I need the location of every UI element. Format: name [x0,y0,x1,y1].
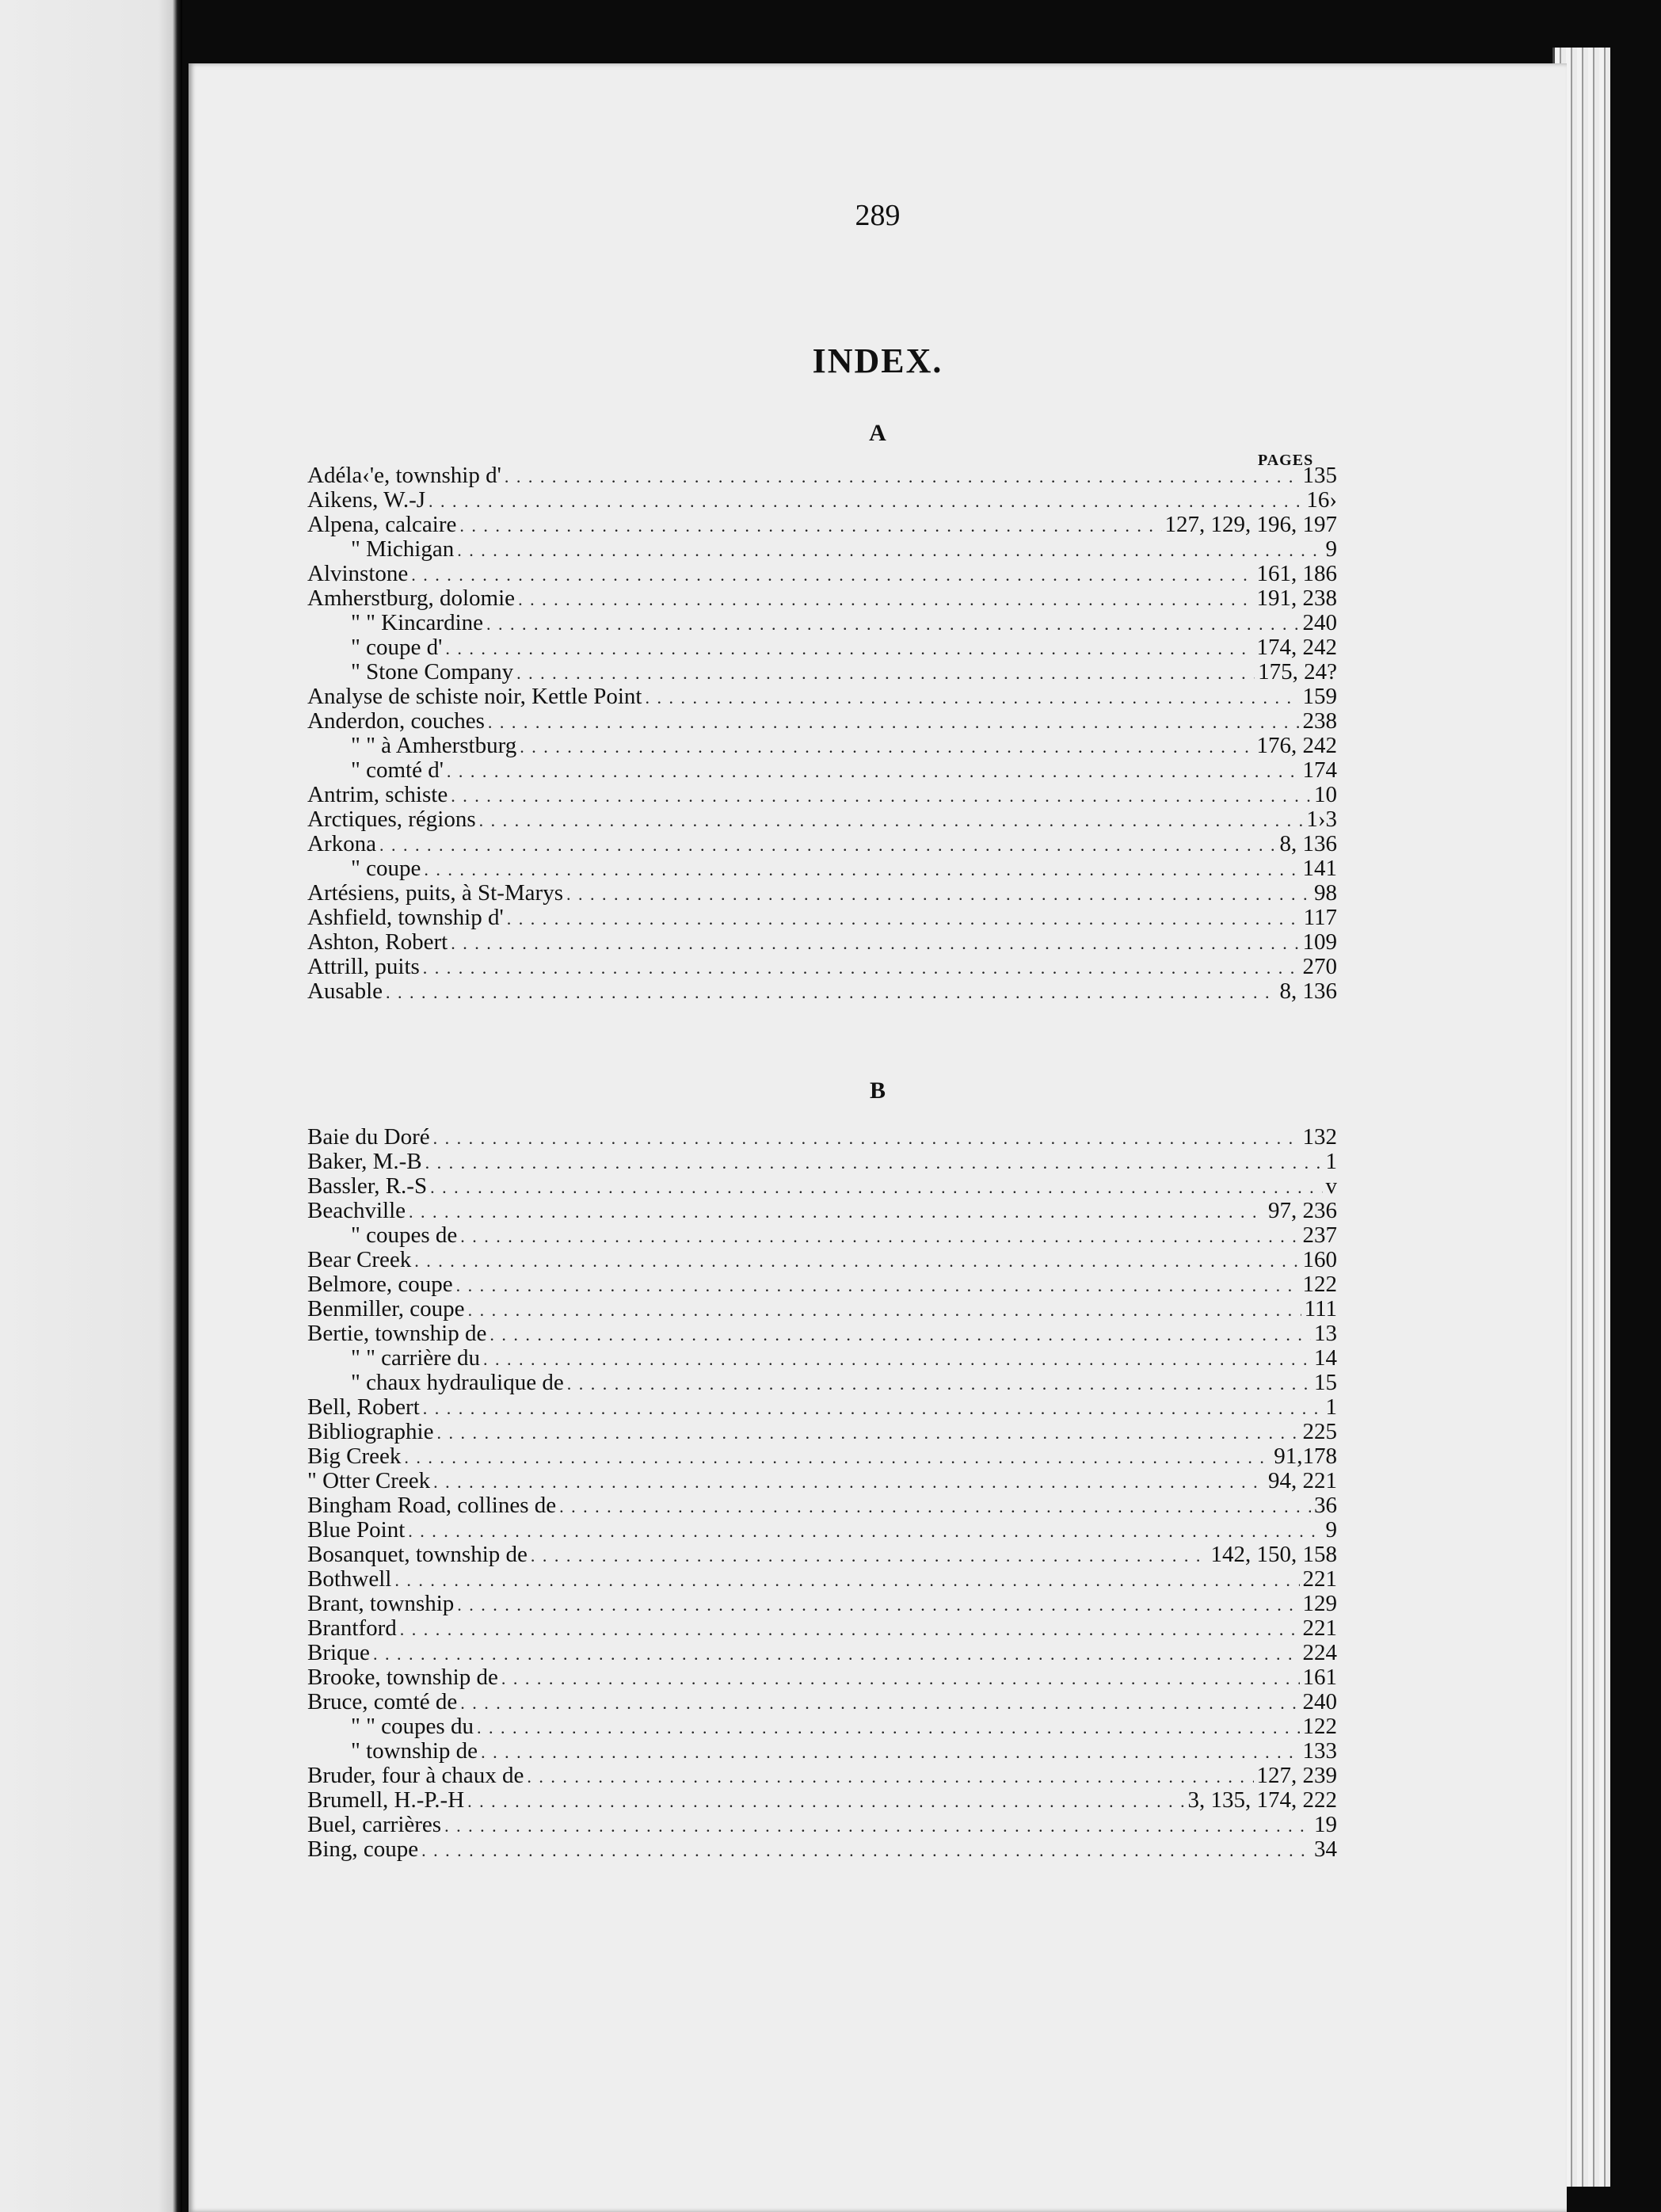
entry-term: Blue Point [307,1517,406,1543]
section-letter-b: B [869,1077,886,1104]
index-entry [307,562,1337,586]
entry-term: " chaux hydraulique de [351,1370,564,1395]
entry-pages: 225 [1302,1419,1337,1444]
index-entry [307,1788,1337,1813]
entry-term: Belmore, coupe [307,1272,453,1297]
index-entry [307,979,1337,1004]
index-entry [307,463,1337,488]
section-b-entries [307,1125,1337,1862]
entry-pages: 1 [1325,1394,1337,1420]
section-a-entries [307,463,1337,1004]
entry-pages: 36 [1314,1493,1337,1518]
index-entry [307,1395,1337,1420]
index-entry [307,1420,1337,1444]
document-page [189,63,1567,2212]
leader-dots [645,685,1299,710]
leader-dots [424,857,1299,882]
entry-term: Big Creek [307,1444,402,1469]
entry-term: " " Kincardine [351,610,484,635]
entry-term: Bear Creek [307,1247,412,1272]
index-entry [307,1813,1337,1837]
entry-term: Brooke, township de [307,1665,498,1690]
index-entry [307,832,1337,856]
leader-dots [520,734,1253,759]
index-entry [307,1371,1337,1395]
index-entry [307,1272,1337,1297]
entry-pages: 133 [1302,1738,1337,1764]
entry-pages: 14 [1314,1345,1337,1371]
index-entry [307,1174,1337,1199]
index-entry [307,1444,1337,1469]
index-entry [307,807,1337,832]
leader-dots [451,784,1311,808]
entry-term: " coupe [351,856,421,881]
entry-pages: 19 [1314,1812,1337,1837]
leader-dots [486,612,1299,636]
leader-dots [467,1789,1184,1813]
entry-pages: 109 [1302,929,1337,955]
entry-pages: 9 [1325,536,1337,562]
leader-dots [379,833,1277,857]
leader-dots [559,1494,1311,1519]
pages-column-header: PAGES [1258,452,1314,469]
entry-pages: 127, 129, 196, 197 [1164,512,1337,537]
index-entry [307,611,1337,635]
leader-dots [531,1543,1208,1568]
entry-term: Arctiques, régions [307,807,476,832]
entry-term: Brumell, H.-P.-H [307,1787,465,1813]
index-entry [307,1469,1337,1493]
index-entry [307,513,1337,537]
entry-pages: 237 [1302,1222,1337,1248]
entry-pages: 174 [1302,757,1337,783]
entry-pages: 238 [1302,708,1337,734]
index-entry [307,660,1337,685]
leader-dots [460,1691,1299,1715]
leader-dots [505,464,1300,489]
entry-term: Bibliographie [307,1419,434,1444]
index-entry [307,586,1337,611]
leader-dots [518,587,1253,612]
entry-pages: 13 [1314,1321,1337,1346]
index-entry [307,709,1337,734]
entry-term: Antrim, schiste [307,782,448,807]
entry-pages: 3, 135, 174, 222 [1187,1787,1337,1813]
entry-pages: 8, 136 [1279,831,1337,856]
leader-dots [409,1199,1265,1224]
entry-term: " Otter Creek [307,1468,431,1493]
entry-pages: 221 [1302,1615,1337,1641]
leader-dots [430,1175,1322,1199]
entry-pages: 161, 186 [1256,561,1337,586]
index-entry [307,1739,1337,1764]
entry-term: Arkona [307,831,376,856]
leader-dots [373,1642,1300,1666]
entry-term: Beachville [307,1198,406,1223]
entry-term: " township de [351,1738,478,1764]
leader-dots [456,1273,1300,1298]
leader-dots [490,1322,1311,1347]
index-entry [307,1690,1337,1714]
entry-term: " Michigan [351,536,455,562]
leader-dots [483,1347,1311,1371]
entry-pages: 10 [1314,782,1337,807]
index-entry [307,930,1337,955]
entry-pages: 97, 236 [1268,1198,1337,1223]
entry-term: Bertie, township de [307,1321,487,1346]
entry-pages: 94, 221 [1268,1468,1337,1493]
index-entry [307,1125,1337,1150]
entry-pages: 111 [1304,1296,1337,1321]
index-entry [307,1199,1337,1223]
index-entry [307,1665,1337,1690]
scan-margin-left [0,0,182,2212]
entry-pages: 127, 239 [1256,1763,1337,1788]
leader-dots [566,882,1311,906]
index-entry [307,1837,1337,1862]
leader-dots [411,563,1253,587]
entry-term: " coupes de [351,1222,458,1248]
entry-term: Analyse de schiste noir, Kettle Point [307,684,642,709]
entry-pages: 132 [1302,1124,1337,1150]
index-entry [307,1641,1337,1665]
leader-dots [460,1224,1299,1249]
entry-pages: 15 [1314,1370,1337,1395]
index-entry [307,1297,1337,1321]
index-entry [307,856,1337,881]
leader-dots [423,1396,1323,1421]
leader-dots [451,931,1299,955]
index-entry [307,906,1337,930]
index-entry [307,758,1337,783]
entry-pages: 1 [1325,1149,1337,1174]
entry-term: " " à Amherstburg [351,733,517,758]
entry-term: " " coupes du [351,1714,474,1739]
entry-term: Brant, township [307,1591,455,1616]
index-entry [307,1150,1337,1174]
entry-term: Bruce, comté de [307,1689,458,1714]
leader-dots [567,1371,1311,1396]
index-entry [307,1592,1337,1616]
index-entry [307,1567,1337,1592]
leader-dots [444,1813,1311,1838]
index-entry [307,1714,1337,1739]
entry-term: Bassler, R.-S [307,1173,428,1199]
entry-pages: 270 [1302,954,1337,979]
entry-pages: 160 [1302,1247,1337,1272]
index-entry [307,1518,1337,1543]
index-entry [307,1248,1337,1272]
leader-dots [421,1838,1311,1863]
entry-term: Alvinstone [307,561,409,586]
entry-pages: 221 [1302,1566,1337,1592]
index-entry [307,1764,1337,1788]
entry-term: Ausable [307,978,383,1004]
entry-term: Brantford [307,1615,397,1641]
entry-pages: 1›3 [1306,807,1337,832]
entry-pages: 8, 136 [1279,978,1337,1004]
entry-pages: 191, 238 [1256,585,1337,611]
leader-dots [457,538,1322,563]
entry-term: Bing, coupe [307,1836,419,1862]
leader-dots [423,955,1300,980]
entry-pages: 135 [1302,463,1337,488]
index-entry [307,537,1337,562]
entry-pages: 9 [1325,1517,1337,1543]
index-entry [307,1616,1337,1641]
leader-dots [516,661,1255,685]
entry-pages: 159 [1302,684,1337,709]
leader-dots [445,636,1253,661]
entry-term: Ashton, Robert [307,929,448,955]
entry-pages: 141 [1302,856,1337,881]
leader-dots [507,906,1301,931]
leader-dots [436,1421,1299,1445]
entry-pages: 16› [1306,487,1337,513]
entry-pages: 122 [1302,1272,1337,1297]
leader-dots [457,1592,1299,1617]
index-entry [307,1346,1337,1371]
entry-term: " Stone Company [351,659,514,685]
leader-dots [527,1764,1253,1789]
leader-dots [488,710,1300,734]
entry-term: Bell, Robert [307,1394,420,1420]
leader-dots [408,1519,1322,1543]
page-number: 289 [855,199,901,232]
index-entry [307,955,1337,979]
leader-dots [447,759,1300,784]
index-entry [307,881,1337,906]
entry-term: Amherstburg, dolomie [307,585,516,611]
index-entry [307,734,1337,758]
entry-pages: 174, 242 [1256,635,1337,660]
entry-pages: 176, 242 [1256,733,1337,758]
entry-term: Attrill, puits [307,954,420,979]
index-entry [307,685,1337,709]
entry-term: Bruder, four à chaux de [307,1763,524,1788]
leader-dots [433,1470,1265,1494]
entry-pages: v [1325,1173,1337,1199]
entry-term: Benmiller, coupe [307,1296,465,1321]
entry-pages: 240 [1302,1689,1337,1714]
leader-dots [459,513,1161,538]
index-entry [307,635,1337,660]
leader-dots [429,489,1303,513]
entry-term: Adéla‹'e, township d' [307,463,501,488]
section-letter-a: A [869,420,886,446]
entry-term: " " carrière du [351,1345,480,1371]
entry-pages: 34 [1314,1836,1337,1862]
leader-dots [400,1617,1300,1642]
leader-dots [386,980,1276,1005]
entry-term: " comté d' [351,757,444,783]
entry-term: Brique [307,1640,370,1665]
entry-term: Aikens, W.-J [307,487,426,513]
entry-pages: 161 [1302,1665,1337,1690]
entry-term: Alpena, calcaire [307,512,457,537]
entry-pages: 117 [1303,905,1337,930]
entry-term: Bosanquet, township de [307,1542,528,1567]
entry-pages: 240 [1302,610,1337,635]
leader-dots [404,1445,1271,1470]
index-entry [307,1543,1337,1567]
entry-pages: 142, 150, 158 [1210,1542,1337,1567]
leader-dots [477,1715,1300,1740]
entry-term: Buel, carrières [307,1812,442,1837]
entry-pages: 91,178 [1274,1444,1337,1469]
leader-dots [481,1740,1299,1764]
entry-pages: 129 [1302,1591,1337,1616]
leader-dots [394,1568,1299,1592]
leader-dots [433,1126,1300,1150]
entry-term: Anderdon, couches [307,708,485,734]
leader-dots [414,1249,1299,1273]
index-entry [307,1223,1337,1248]
index-entry [307,1493,1337,1518]
index-entry [307,1321,1337,1346]
index-entry [307,783,1337,807]
leader-dots [425,1150,1323,1175]
entry-pages: 175, 24? [1258,659,1337,685]
entry-pages: 98 [1314,880,1337,906]
index-entry [307,488,1337,513]
leader-dots [501,1666,1300,1691]
entry-pages: 224 [1302,1640,1337,1665]
leader-dots [479,808,1304,833]
entry-pages: 122 [1302,1714,1337,1739]
entry-term: Artésiens, puits, à St-Marys [307,880,563,906]
entry-term: Baie du Doré [307,1124,430,1150]
entry-term: Ashfield, township d' [307,905,504,930]
index-title: INDEX. [812,341,943,380]
entry-term: Baker, M.-B [307,1149,422,1174]
entry-term: " coupe d' [351,635,443,660]
entry-term: Bingham Road, collines de [307,1493,557,1518]
entry-term: Bothwell [307,1566,392,1592]
leader-dots [468,1298,1301,1322]
